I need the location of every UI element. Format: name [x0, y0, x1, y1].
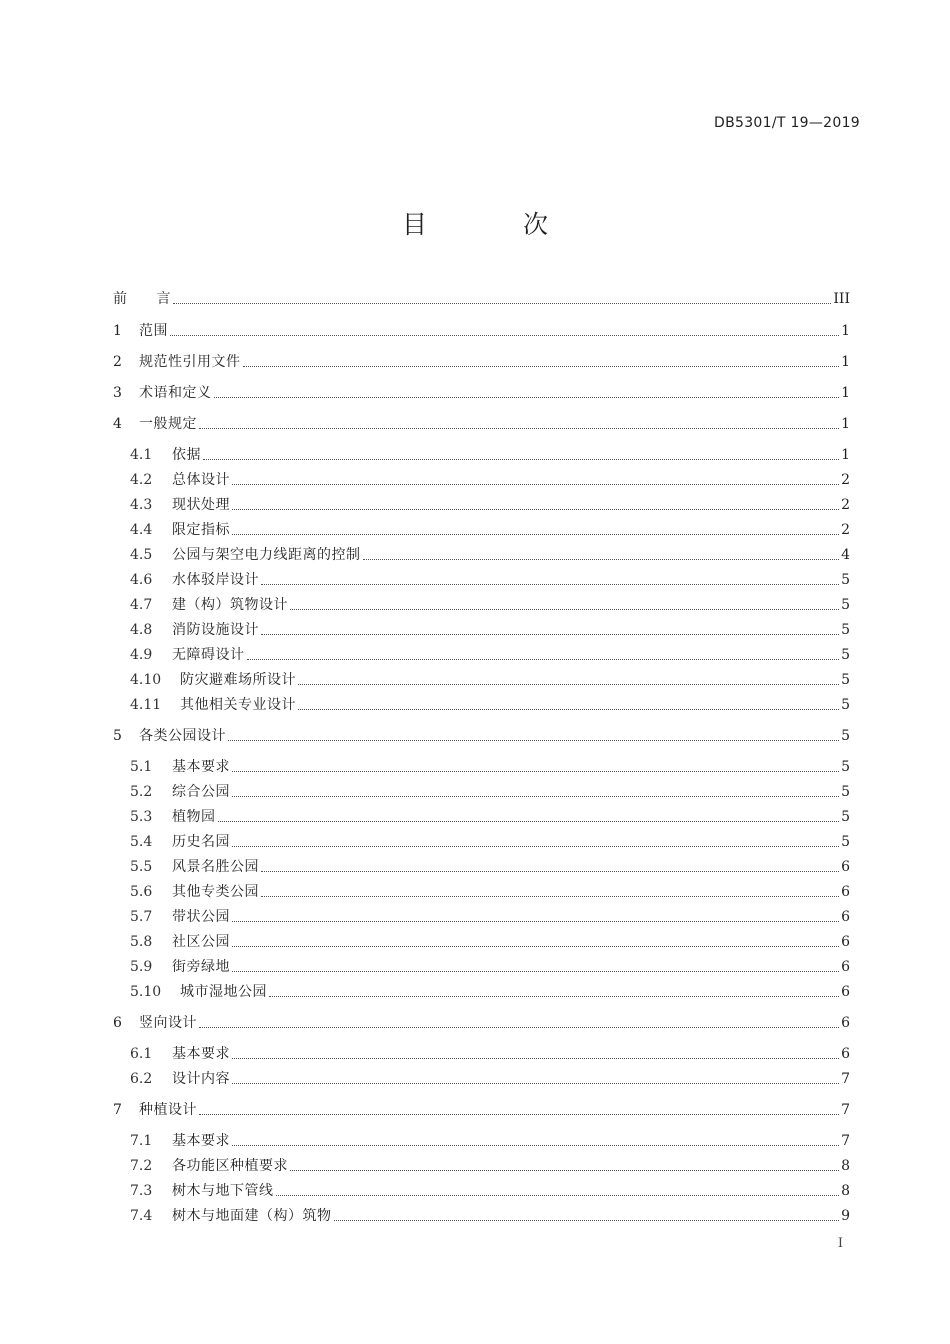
toc-entry-label: 树木与地下管线 — [172, 1183, 274, 1199]
toc-entry-label: 基本要求 — [172, 1133, 230, 1149]
toc-entry-page: 2 — [841, 497, 850, 513]
toc-entry-label: 总体设计 — [172, 472, 230, 488]
toc-entry-number: 5.1 — [130, 759, 153, 775]
toc-entry-page: 7 — [841, 1133, 850, 1149]
toc-entry-label: 消防设施设计 — [172, 622, 259, 638]
toc-entry-number: 6.2 — [130, 1071, 153, 1087]
toc-entry-page: 6 — [841, 984, 850, 1000]
toc-entry[interactable] — [113, 1008, 850, 1032]
toc-entry-label: 其他专类公园 — [172, 884, 259, 900]
toc-entry-page: 5 — [841, 784, 850, 800]
toc-entry-number: 4.5 — [130, 547, 153, 563]
toc-entry[interactable] — [130, 952, 850, 976]
page-number: I — [837, 1236, 843, 1251]
toc-entry[interactable] — [130, 902, 850, 926]
toc-entry-number: 7.1 — [130, 1133, 153, 1149]
toc-entry-number: 7.3 — [130, 1183, 153, 1199]
toc-entry-number: 5.7 — [130, 909, 153, 925]
toc-entry-page: 1 — [841, 416, 850, 432]
toc-entry-number: 6 — [113, 1015, 122, 1031]
toc-entry-label: 种植设计 — [139, 1102, 197, 1118]
toc-entry-page: 9 — [841, 1208, 850, 1224]
dot-leader — [298, 684, 839, 685]
dot-leader — [290, 609, 839, 610]
toc-entry[interactable] — [130, 440, 850, 464]
dot-leader — [298, 709, 839, 710]
toc-entry[interactable] — [130, 802, 850, 826]
toc-entry-page: 5 — [841, 759, 850, 775]
toc-entry-number: 5.2 — [130, 784, 153, 800]
toc-entry-number: 4.6 — [130, 572, 153, 588]
dot-leader — [199, 1027, 839, 1028]
toc-entry-number: 4.2 — [130, 472, 153, 488]
toc-entry-page: 6 — [841, 884, 850, 900]
toc-entry-label: 历史名园 — [172, 834, 230, 850]
toc-entry-page: 6 — [841, 934, 850, 950]
toc-entry[interactable] — [130, 1151, 850, 1175]
toc-entry[interactable] — [130, 590, 850, 614]
toc-entry[interactable] — [113, 721, 850, 745]
toc-entry[interactable] — [113, 1095, 850, 1119]
toc-entry-page: 5 — [841, 672, 850, 688]
dot-leader — [232, 1083, 839, 1084]
dot-leader — [232, 946, 839, 947]
page-title: 目 次 — [402, 210, 592, 239]
toc-entry-label: 基本要求 — [172, 1046, 230, 1062]
toc-entry[interactable] — [130, 515, 850, 539]
toc-entry[interactable] — [130, 1201, 850, 1225]
toc-entry-number: 5.9 — [130, 959, 153, 975]
toc-entry-page: 4 — [841, 547, 850, 563]
toc-entry[interactable] — [130, 977, 850, 1001]
toc-entry-number: 3 — [113, 385, 122, 401]
toc-entry-page: 7 — [841, 1102, 850, 1118]
toc-entry-page: 8 — [841, 1183, 850, 1199]
toc-entry-number: 5.8 — [130, 934, 153, 950]
dot-leader — [232, 534, 839, 535]
toc-entry-number: 4.1 — [130, 447, 153, 463]
toc-entry-page: III — [833, 291, 850, 307]
dot-leader — [199, 428, 839, 429]
toc-entry[interactable] — [130, 752, 850, 776]
toc-entry-label: 公园与架空电力线距离的控制 — [172, 547, 361, 563]
dot-leader — [170, 335, 839, 336]
toc-entry-number: 5.4 — [130, 834, 153, 850]
dot-leader — [276, 1195, 840, 1196]
dot-leader — [214, 397, 840, 398]
toc-entry-page: 5 — [841, 622, 850, 638]
toc-entry-page: 6 — [841, 1046, 850, 1062]
dot-leader — [334, 1220, 840, 1221]
toc-entry-label: 基本要求 — [172, 759, 230, 775]
toc-entry-page: 5 — [841, 597, 850, 613]
toc-entry[interactable] — [130, 1176, 850, 1200]
toc-entry-page: 8 — [841, 1158, 850, 1174]
dot-leader — [232, 796, 839, 797]
toc-entry-label: 各功能区种植要求 — [172, 1158, 288, 1174]
dot-leader — [232, 509, 839, 510]
toc-entry-number: 4.10 — [130, 672, 162, 688]
dot-leader — [203, 459, 839, 460]
toc-entry-label: 前 言 — [113, 291, 171, 307]
toc-entry-number: 4.8 — [130, 622, 153, 638]
dot-leader — [290, 1170, 839, 1171]
toc-entry-label: 带状公园 — [172, 909, 230, 925]
toc-entry-page: 5 — [841, 809, 850, 825]
toc-entry-label: 城市湿地公园 — [180, 984, 267, 1000]
toc-entry-number: 5.3 — [130, 809, 153, 825]
toc-entry-label: 其他相关专业设计 — [180, 697, 296, 713]
toc-entry-number: 5.10 — [130, 984, 162, 1000]
toc-entry[interactable] — [130, 1064, 850, 1088]
dot-leader — [232, 484, 839, 485]
toc-entry[interactable] — [130, 927, 850, 951]
toc-entry[interactable] — [130, 852, 850, 876]
toc-entry-label: 树木与地面建（构）筑物 — [172, 1208, 332, 1224]
toc-entry-label: 现状处理 — [172, 497, 230, 513]
toc-entry-label: 水体驳岸设计 — [172, 572, 259, 588]
toc-entry-label: 植物园 — [172, 809, 216, 825]
toc-entry-page: 1 — [841, 447, 850, 463]
dot-leader — [261, 896, 839, 897]
toc-entry[interactable] — [113, 409, 850, 433]
toc-entry-page: 1 — [841, 354, 850, 370]
toc-entry-page: 1 — [841, 323, 850, 339]
dot-leader — [199, 1114, 839, 1115]
toc-entry[interactable] — [130, 540, 850, 564]
toc-entry-page: 6 — [841, 1015, 850, 1031]
toc-entry-label: 综合公园 — [172, 784, 230, 800]
toc-entry-label: 风景名胜公园 — [172, 859, 259, 875]
dot-leader — [232, 771, 839, 772]
dot-leader — [363, 559, 840, 560]
toc-entry-number: 4.7 — [130, 597, 153, 613]
dot-leader — [232, 846, 839, 847]
dot-leader — [232, 971, 839, 972]
toc-entry-page: 5 — [841, 728, 850, 744]
dot-leader — [173, 303, 831, 304]
toc-entry-label: 规范性引用文件 — [139, 354, 241, 370]
toc-entry-number: 5 — [113, 728, 122, 744]
toc-entry[interactable] — [113, 378, 850, 402]
toc-entry-label: 术语和定义 — [139, 385, 212, 401]
toc-entry-number: 5.6 — [130, 884, 153, 900]
dot-leader — [269, 996, 839, 997]
toc-entry-page: 2 — [841, 522, 850, 538]
dot-leader — [232, 1145, 839, 1146]
dot-leader — [232, 921, 839, 922]
toc-entry-page: 6 — [841, 909, 850, 925]
toc-entry-page: 5 — [841, 834, 850, 850]
toc-entry-number: 7.4 — [130, 1208, 153, 1224]
dot-leader — [261, 871, 839, 872]
toc-entry[interactable] — [130, 1126, 850, 1150]
toc-entry-number: 6.1 — [130, 1046, 153, 1062]
toc-entry-number: 4.3 — [130, 497, 153, 513]
toc-entry-label: 无障碍设计 — [172, 647, 245, 663]
toc-entry-label: 社区公园 — [172, 934, 230, 950]
toc-entry[interactable] — [130, 565, 850, 589]
toc-entry-number: 7 — [113, 1102, 122, 1118]
toc-entry-page: 2 — [841, 472, 850, 488]
toc-entry[interactable] — [130, 615, 850, 639]
toc-entry[interactable] — [130, 877, 850, 901]
dot-leader — [243, 366, 840, 367]
toc-entry[interactable] — [113, 284, 850, 308]
toc-entry-number: 4 — [113, 416, 122, 432]
dot-leader — [218, 821, 840, 822]
toc-entry-number: 4.11 — [130, 697, 162, 713]
toc-entry-label: 各类公园设计 — [139, 728, 226, 744]
toc-entry-label: 依据 — [172, 447, 201, 463]
document-code: DB5301/T 19—2019 — [714, 115, 860, 131]
toc-entry-number: 7.2 — [130, 1158, 153, 1174]
toc-entry-number: 4.4 — [130, 522, 153, 538]
toc-entry[interactable] — [130, 465, 850, 489]
dot-leader — [228, 740, 839, 741]
toc-entry-page: 6 — [841, 859, 850, 875]
toc-entry[interactable] — [130, 640, 850, 664]
toc-entry-label: 建（构）筑物设计 — [172, 597, 288, 613]
toc-entry-label: 设计内容 — [172, 1071, 230, 1087]
dot-leader — [232, 1058, 839, 1059]
toc-entry-page: 6 — [841, 959, 850, 975]
toc-entry-label: 街旁绿地 — [172, 959, 230, 975]
toc-entry-page: 5 — [841, 647, 850, 663]
toc-entry-label: 竖向设计 — [139, 1015, 197, 1031]
toc-entry-number: 4.9 — [130, 647, 153, 663]
toc-entry-label: 防灾避难场所设计 — [180, 672, 296, 688]
toc-entry-page: 5 — [841, 697, 850, 713]
toc-entry-number: 1 — [113, 323, 122, 339]
toc-entry[interactable] — [130, 690, 850, 714]
toc-entry-label: 限定指标 — [172, 522, 230, 538]
toc-entry-label: 范围 — [139, 323, 168, 339]
toc-entry[interactable] — [130, 490, 850, 514]
toc-entry[interactable] — [130, 777, 850, 801]
toc-entry[interactable] — [113, 316, 850, 340]
toc-entry-label: 一般规定 — [139, 416, 197, 432]
toc-entry[interactable] — [130, 1039, 850, 1063]
toc-entry[interactable] — [130, 827, 850, 851]
toc-entry[interactable] — [130, 665, 850, 689]
toc-entry-page: 7 — [841, 1071, 850, 1087]
dot-leader — [261, 634, 839, 635]
toc-entry-number: 5.5 — [130, 859, 153, 875]
toc-entry-page: 5 — [841, 572, 850, 588]
dot-leader — [247, 659, 840, 660]
toc-entry[interactable] — [113, 347, 850, 371]
toc-entry-number: 2 — [113, 354, 122, 370]
toc-entry-page: 1 — [841, 385, 850, 401]
dot-leader — [261, 584, 839, 585]
